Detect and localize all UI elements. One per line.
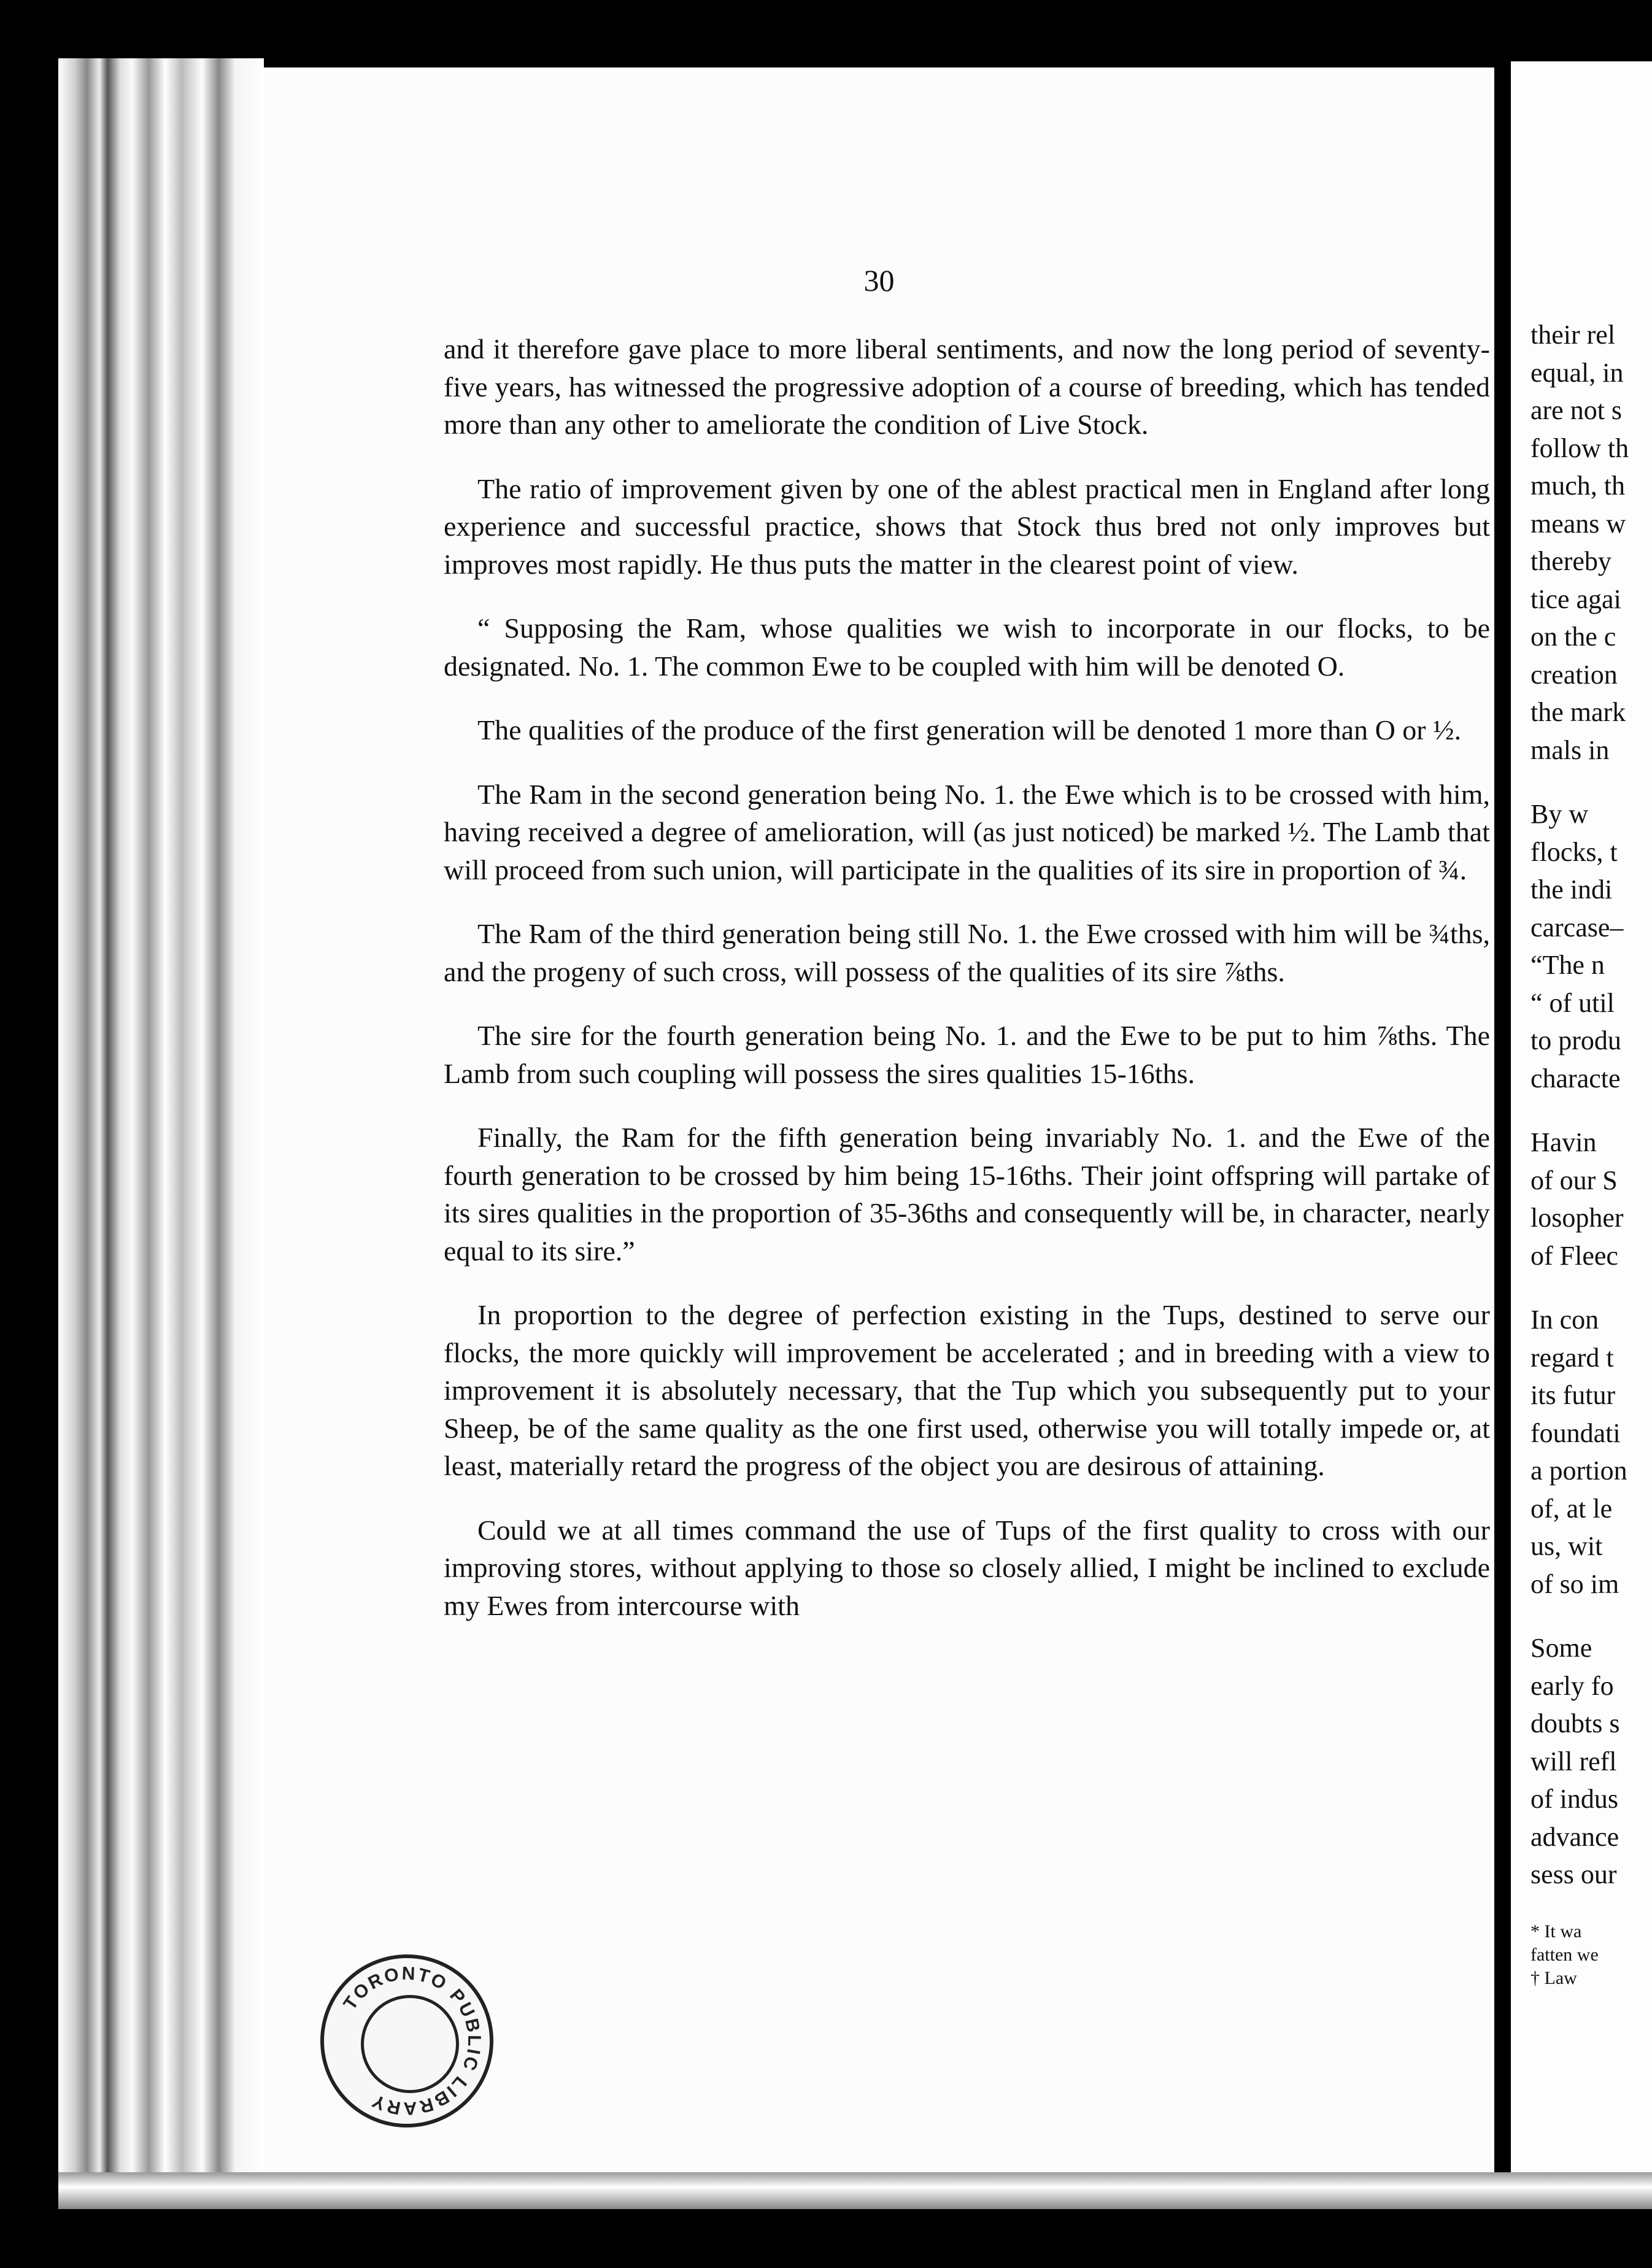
facing-page-line: flocks, t <box>1530 836 1618 867</box>
facing-page-line: tice agai <box>1530 584 1621 614</box>
facing-page-line: losopher <box>1530 1203 1624 1233</box>
library-stamp-lettering <box>324 1958 490 2124</box>
facing-page-line: thereby <box>1530 546 1611 576</box>
facing-page-line: will refl <box>1530 1746 1617 1776</box>
facing-page-gap <box>1530 769 1652 795</box>
facing-page-line: of, at le <box>1530 1493 1613 1524</box>
facing-page-line: advance <box>1530 1821 1619 1852</box>
facing-page-line: of our S <box>1530 1165 1618 1195</box>
facing-page-line: sess our <box>1530 1859 1617 1889</box>
facing-page-line: means w <box>1530 508 1626 539</box>
facing-page-line: to produ <box>1530 1025 1621 1055</box>
facing-page-line: mals in <box>1530 735 1610 765</box>
facing-page-text <box>1530 316 1652 1990</box>
facing-page-line: “ of util <box>1530 987 1615 1018</box>
facing-page-footnote: * It wa <box>1530 1921 1582 1942</box>
paragraph: The ratio of improvement given by one of the ablest practical men in England after long experience and successful practice, shows that Stock thus bred not only improves but improves most rapidly. He thus puts the matter in the clearest point of view. <box>444 472 1490 580</box>
paragraph: The Ram of the third generation being still No. 1. the Ewe crossed with him will be ¾ths, and the progeny of such cross, will possess of the qualities of its sire ⅞ths. <box>444 918 1490 987</box>
facing-page-line: early fo <box>1530 1670 1614 1701</box>
paragraph: In proportion to the degree of perfection existing in the Tups, destined to serve our flocks, the more quickly will improvement be accelerated ; and in breeding with a view to improvement it is absolutely necessary, that the Tup which you subsequently put to your Sheep, be of the same quality as the one first used, otherwise you will totally impede or, at least, materially retard the progress of the object you are desirous of attaining. <box>444 1299 1490 1481</box>
facing-page-line: much, th <box>1530 471 1625 501</box>
facing-page-line: a portion <box>1530 1456 1627 1486</box>
facing-page-line: its futur <box>1530 1380 1616 1410</box>
facing-page-gap <box>1530 1894 1652 1920</box>
facing-page-gap <box>1530 1275 1652 1301</box>
facing-page-line: characte <box>1530 1063 1621 1094</box>
book-binding-edge <box>58 58 264 2194</box>
paragraph: Could we at all times command the use of Tups of the first quality to cross with our improving stores, without applying to those so closely allied, I might be inclined to exclude my Ewes from intercourse with <box>444 1514 1490 1621</box>
facing-page-line: of indus <box>1530 1784 1618 1814</box>
facing-page-footnote: † Law <box>1530 1967 1577 1988</box>
paragraph: The sire for the fourth generation being No. 1. and the Ewe to be put to him ⅞ths. The Lamb from such coupling will possess the sires qualities 15-16ths. <box>444 1020 1490 1089</box>
facing-page-line: Some <box>1530 1633 1592 1663</box>
paragraph: Finally, the Ram for the fifth generation being invariably No. 1. and the Ewe of the fourth generation to be crossed by him being 15-16ths. Their joint offspring will partake of its sires qualities in the proportion of 35-36ths and consequently will be, in character, nearly equal to its sire.” <box>444 1122 1490 1267</box>
facing-page-line: foundati <box>1530 1418 1621 1448</box>
facing-page-line: doubts s <box>1530 1708 1620 1738</box>
facing-page-line: are not s <box>1530 395 1623 425</box>
facing-page-fragment <box>1511 61 1652 2185</box>
facing-page-line: “The n <box>1530 950 1605 980</box>
paragraph: and it therefore gave place to more liberal sentiments, and now the long period of seventy-five years, has witnessed the progressive adoption of a course of breeding, which has tended more than any other to ameliorate the condition of Live Stock. <box>444 333 1490 440</box>
facing-page-line: carcase– <box>1530 912 1624 943</box>
facing-page-line: In con <box>1530 1305 1599 1335</box>
paragraph: The Ram in the second generation being No. 1. the Ewe which is to be crossed with him, having received a degree of amelioration, will (as just noticed) be marked ½. The Lamb that will proceed from such union, will participate in the qualities of its sire in proportion of ¾. <box>444 778 1490 885</box>
facing-page-line: equal, in <box>1530 357 1624 388</box>
paragraph: “ Supposing the Ram, whose qualities we wish to incorporate in our flocks, to be designated. No. 1. The common Ewe to be coupled with him will be denoted O. <box>444 612 1490 682</box>
paragraph: The qualities of the produce of the first generation will be denoted 1 more than O or ½. <box>477 714 1462 746</box>
svg-text:TORONTO PUBLIC LIBRARY: TORONTO PUBLIC LIBRARY <box>339 1963 485 2119</box>
body-text <box>444 330 1490 1624</box>
facing-page-footnote: fatten we <box>1530 1944 1599 1965</box>
facing-page-line: of Fleec <box>1530 1240 1618 1271</box>
book-page <box>264 68 1494 2172</box>
facing-page-line: the indi <box>1530 874 1613 904</box>
library-stamp-icon <box>320 1954 493 2127</box>
facing-page-line: follow th <box>1530 433 1629 463</box>
facing-page-line: their rel <box>1530 320 1616 350</box>
facing-page-line: us, wit <box>1530 1531 1603 1561</box>
page-bottom-edge <box>58 2172 1652 2209</box>
facing-page-line: of so im <box>1530 1568 1619 1599</box>
facing-page-line: the mark <box>1530 697 1626 727</box>
facing-page-line: on the c <box>1530 622 1616 652</box>
facing-page-line: By w <box>1530 799 1589 829</box>
facing-page-line: regard t <box>1530 1342 1614 1373</box>
page-number: 30 <box>863 263 895 298</box>
facing-page-line: Havin <box>1530 1127 1597 1157</box>
facing-page-gap <box>1530 1603 1652 1629</box>
facing-page-gap <box>1530 1097 1652 1124</box>
facing-page-line: creation <box>1530 659 1618 690</box>
